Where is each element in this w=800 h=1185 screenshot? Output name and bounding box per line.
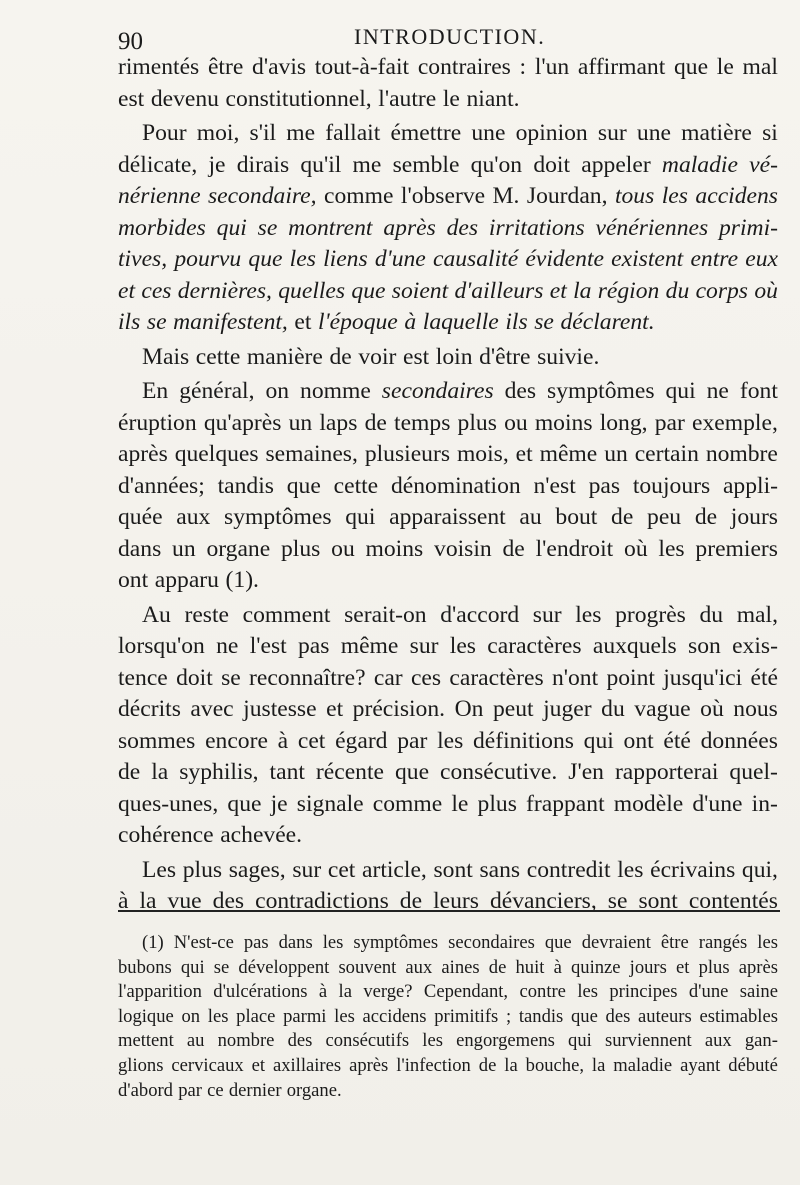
- text-line: éruption qu'après un laps de temps plus ou moins long, par exemple,: [118, 409, 778, 436]
- text-line: dans un organe plus ou moins voisin de l'endroit où les premiers: [118, 535, 778, 562]
- text-line: cohérence achevée.: [118, 822, 303, 848]
- text-line: décrits avec justesse et précision. On peut juger du vague où nous: [118, 696, 778, 722]
- text-line: ont apparu (1).: [118, 567, 259, 593]
- text-line: glions cervicaux et axillaires après l'infection de la bouche, la maladie ayant débuté: [118, 1054, 778, 1076]
- text-line: (1) N'est-ce pas dans les symptômes secondaires que devraient être rangés les: [142, 932, 778, 953]
- text-line: délicate, je dirais qu'il me semble qu'on doit appeler maladie vé-: [118, 151, 778, 178]
- body-text: [118, 52, 778, 921]
- text-line: bubons qui se développent souvent aux aines de huit à quinze jours et plus après: [118, 956, 778, 978]
- text-line: sommes encore à cet égard par les définitions qui ont été données: [118, 727, 778, 754]
- running-title: INTRODUCTION.: [354, 24, 546, 49]
- text-line: est devenu constitutionnel, l'autre le niant.: [118, 85, 520, 112]
- text-line: logique on les place parmi les accidens primitifs ; tandis que des auteurs estimables: [118, 1005, 778, 1027]
- text-line: rimentés être d'avis tout-à-fait contraires : l'un affirmant que le mal: [118, 54, 778, 80]
- text-line: tives, pourvu que les liens d'une causalité évidente existent entre eux: [118, 246, 778, 272]
- text-line: à la vue des contradictions de leurs dévanciers, se sont contentés: [118, 888, 778, 914]
- text-line: mettent au nombre des consécutifs les engorgemens qui surviennent aux gan-: [118, 1030, 778, 1052]
- text-line: quée aux symptômes qui apparaissent au bout de peu de jours: [118, 504, 778, 530]
- text-line: d'abord par ce dernier organe.: [118, 1079, 342, 1101]
- text-line: de la syphilis, tant récente que consécutive. J'en rapporterai quel-: [118, 759, 778, 785]
- text-line: nérienne secondaire, comme l'observe M. Jourdan, tous les accidens: [118, 183, 778, 209]
- text-line: morbides qui se montrent après des irritations vénériennes primi-: [118, 214, 778, 241]
- text-line: et ces dernières, quelles que soient d'ailleurs et la région du corps où: [118, 277, 778, 304]
- paragraph-gap: [118, 918, 778, 921]
- text-line: Mais cette manière de voir est loin d'être suivie.: [142, 343, 600, 370]
- text-line: lorsqu'on ne l'est pas même sur les caractères auxquels son exis-: [118, 633, 778, 659]
- text-line: En général, on nomme secondaires des symptômes qui ne font: [142, 378, 778, 404]
- footnote: [118, 931, 778, 1103]
- text-line: tence doit se reconnaître? car ces caractères n'ont point jusqu'ici été: [118, 664, 778, 691]
- text-line: ques-unes, que je signale comme le plus frappant modèle d'une in-: [118, 790, 778, 817]
- text-line: après quelques semaines, plusieurs mois, et même un certain nombre: [118, 441, 778, 467]
- text-line: ils se manifestent, et l'époque à laquelle ils se déclarent.: [118, 309, 655, 335]
- text-line: d'années; tandis que cette dénomination n'est pas toujours appli-: [118, 472, 778, 499]
- text-line: Pour moi, s'il me fallait émettre une opinion sur une matière si: [142, 120, 778, 146]
- footnote-rule: [118, 910, 780, 912]
- text-line: Les plus sages, sur cet article, sont sans contredit les écrivains qui,: [142, 856, 778, 883]
- text-line: Au reste comment serait-on d'accord sur les progrès du mal,: [142, 601, 778, 628]
- page-header: [118, 22, 778, 56]
- text-line: l'apparition d'ulcérations à la verge? Cependant, contre les principes d'une saine: [118, 981, 778, 1003]
- page-number: 90: [118, 28, 143, 55]
